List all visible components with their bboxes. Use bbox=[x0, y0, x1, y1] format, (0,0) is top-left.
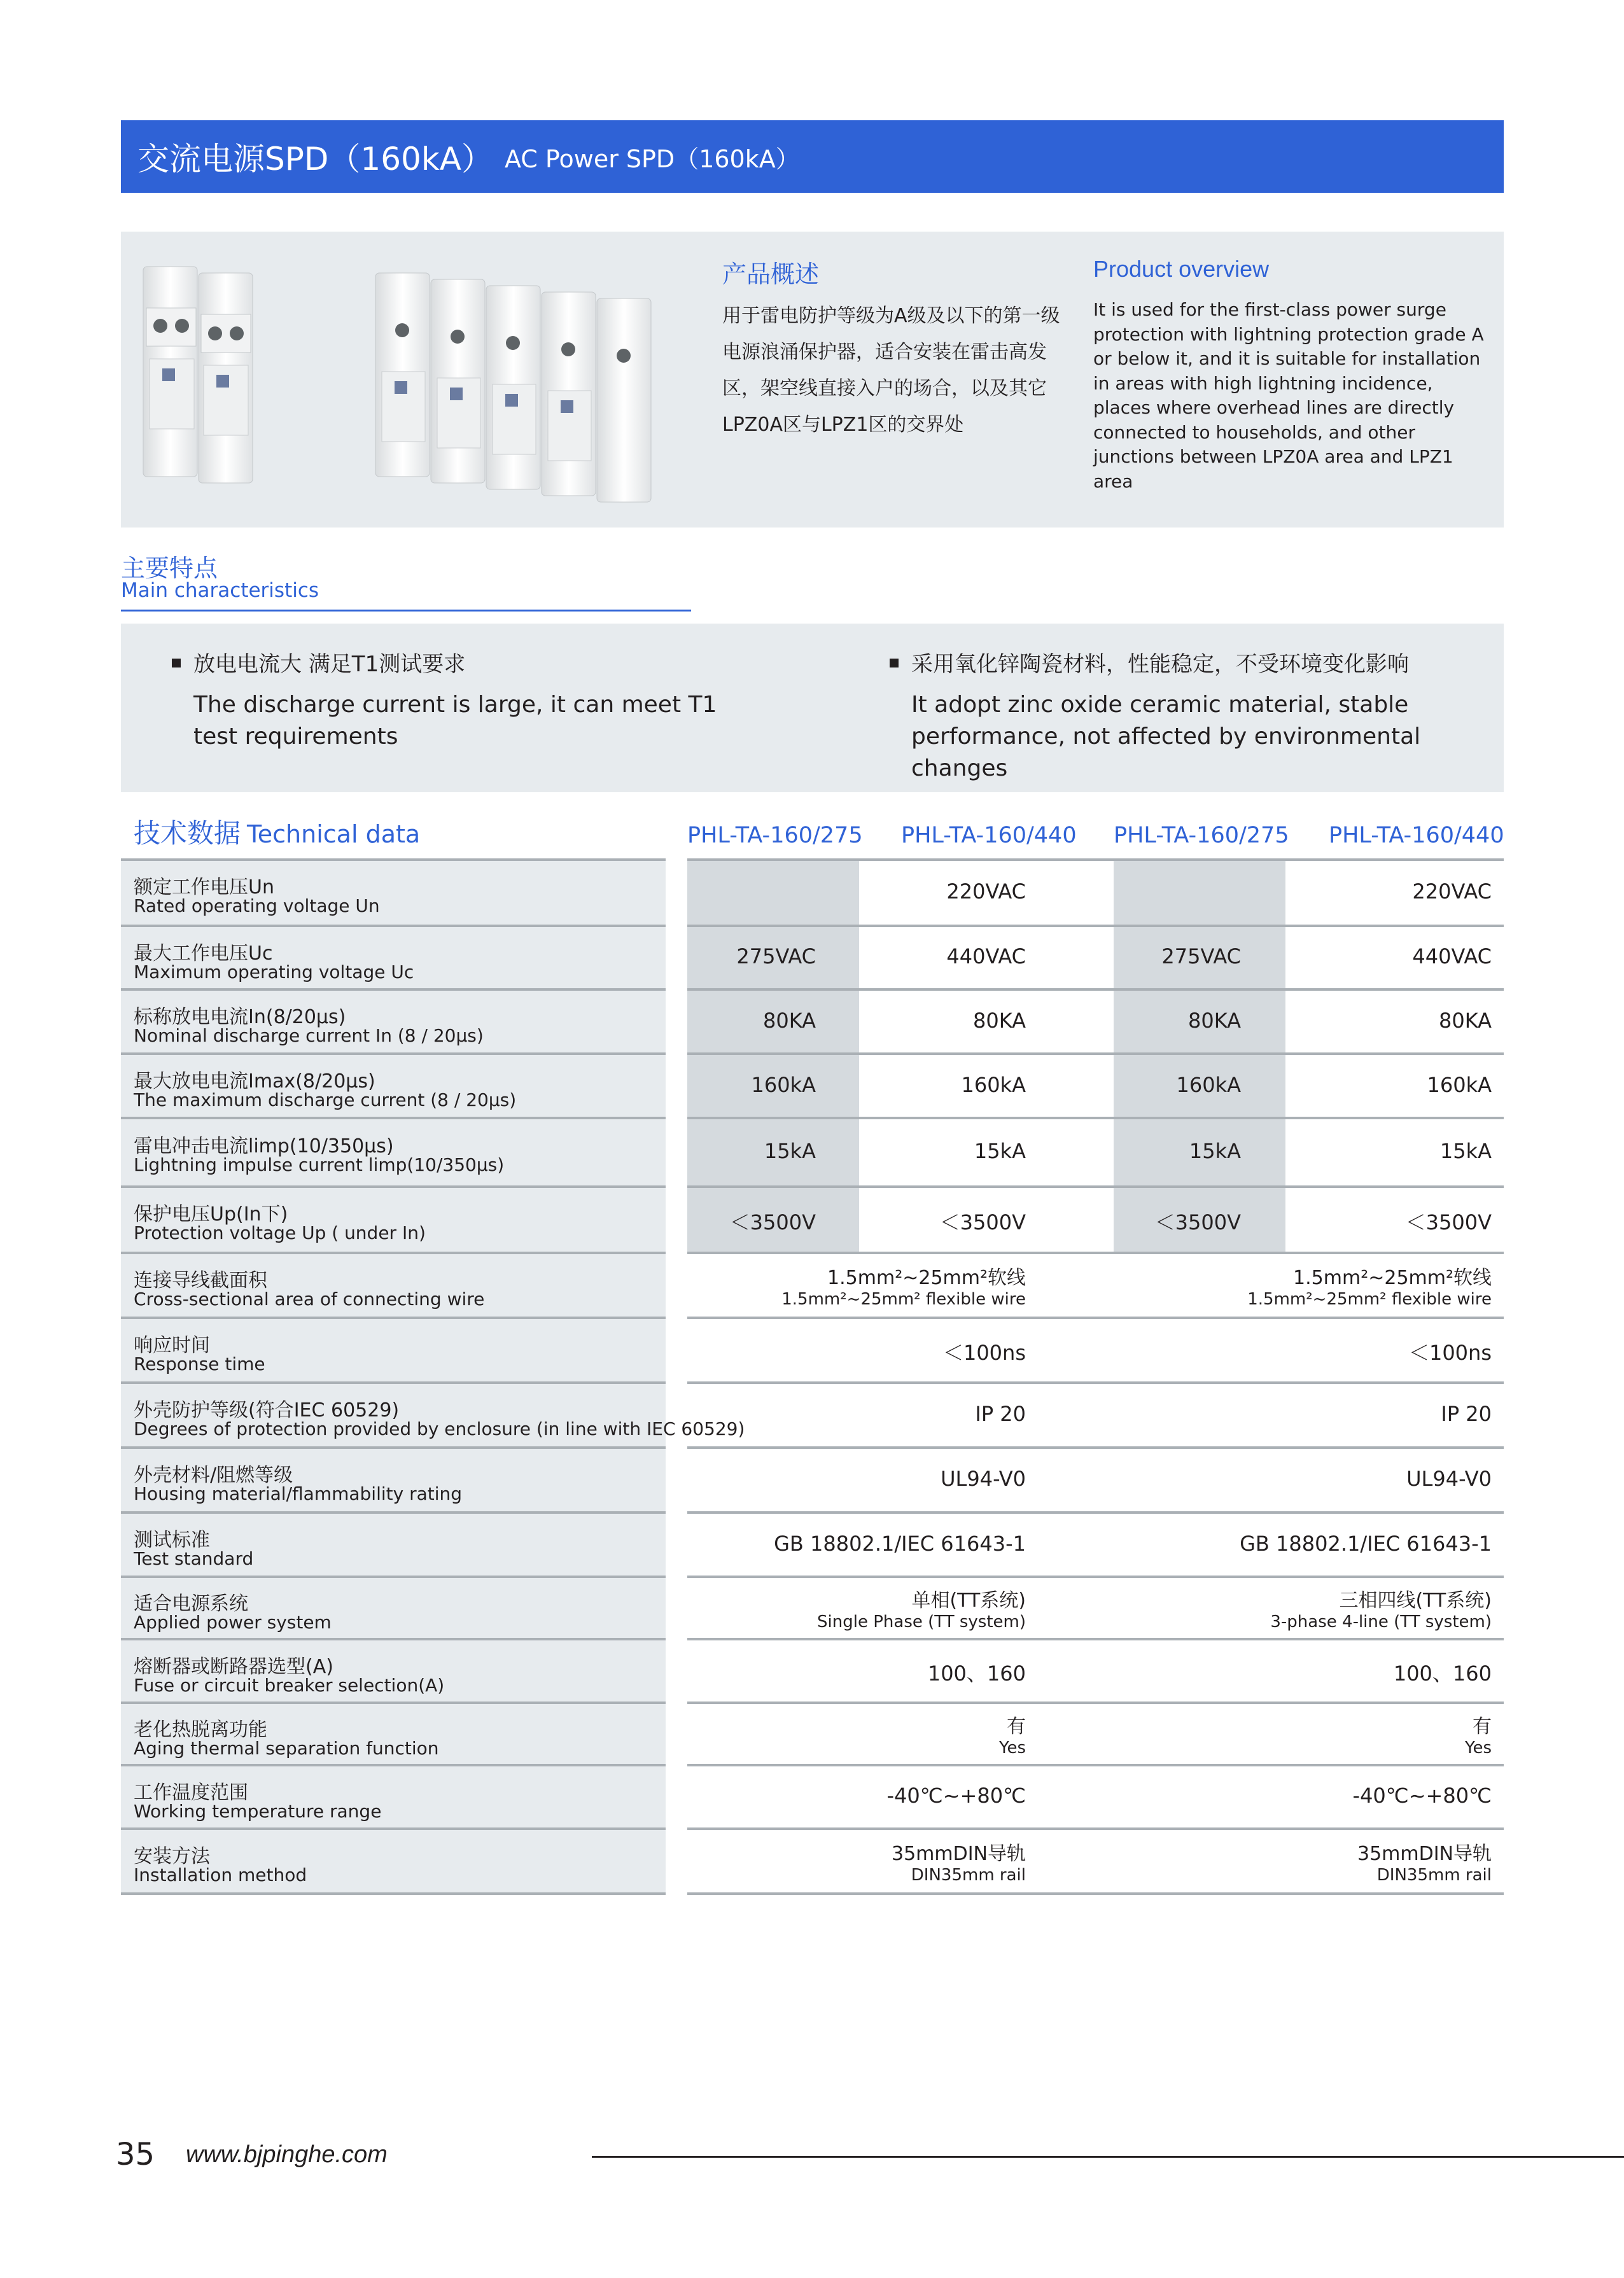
parameter-name-zh: 保护电压Up(In下) bbox=[134, 1203, 288, 1226]
value-cell bbox=[1357, 1838, 1492, 1885]
value-cell: ＜3500V bbox=[1405, 1210, 1492, 1234]
parameter-name-en: Lightning impulse current limp(10/350μs) bbox=[134, 1154, 505, 1175]
value-cell: GB 18802.1/IEC 61643-1 bbox=[774, 1531, 1026, 1556]
value-en: Single Phase (TT system) bbox=[817, 1612, 1026, 1632]
value-cell: 80KA bbox=[762, 1008, 816, 1033]
parameter-name-en: Fuse or circuit breaker selection(A) bbox=[134, 1674, 445, 1696]
table-row bbox=[0, 1254, 1624, 1318]
parameter-name-en: Response time bbox=[134, 1353, 265, 1374]
section-underline bbox=[121, 610, 691, 611]
value-en: Yes bbox=[999, 1738, 1026, 1757]
parameter-name-zh: 连接导线截面积 bbox=[134, 1269, 267, 1292]
feature-zh: 采用氧化锌陶瓷材料，性能稳定，不受环境变化影响 bbox=[911, 652, 1409, 677]
value-cell bbox=[781, 1262, 1026, 1309]
model-header: PHL-TA-160/275 bbox=[687, 823, 863, 848]
parameter-name-en: Installation method bbox=[134, 1864, 307, 1885]
footer-rule bbox=[592, 2156, 1624, 2158]
parameter-name-en: Maximum operating voltage Uc bbox=[134, 961, 414, 982]
parameter-name-en: Test standard bbox=[134, 1548, 254, 1569]
parameter-name-zh: 老化热脱离功能 bbox=[134, 1719, 267, 1742]
value-cell: ＜100ns bbox=[1408, 1341, 1492, 1365]
technical-title-en: Technical data bbox=[247, 820, 421, 848]
table-row bbox=[0, 1119, 1624, 1187]
website-url: www.bjpinghe.com bbox=[186, 2141, 388, 2168]
feature-item bbox=[890, 646, 1501, 785]
spd-two-pole-image bbox=[143, 267, 253, 483]
value-cell: 160kA bbox=[1427, 1072, 1492, 1097]
parameter-name-zh: 熔断器或断路器选型(A) bbox=[134, 1655, 333, 1678]
parameter-name-en: Nominal discharge current In (8 / 20μs) bbox=[134, 1024, 484, 1046]
value-cell: 440VAC bbox=[946, 944, 1026, 968]
table-row bbox=[0, 861, 1624, 926]
value-cell: IP 20 bbox=[1441, 1402, 1492, 1426]
value-en: DIN35mm rail bbox=[911, 1866, 1026, 1885]
title-en: AC Power SPD（160kA） bbox=[504, 144, 800, 173]
value-cell: 160kA bbox=[1176, 1072, 1241, 1097]
value-cell: 15kA bbox=[1189, 1139, 1241, 1163]
value-cell: UL94-V0 bbox=[941, 1467, 1026, 1491]
table-row bbox=[0, 1640, 1624, 1703]
table-top-rule bbox=[687, 858, 1504, 861]
value-cell: UL94-V0 bbox=[1406, 1467, 1492, 1491]
value-zh: 1.5mm²~25mm²软线 bbox=[827, 1267, 1026, 1289]
features-panel bbox=[121, 624, 1504, 792]
value-zh: 单相(TT系统) bbox=[911, 1590, 1026, 1612]
technical-data-title bbox=[134, 813, 420, 851]
value-zh: 35mmDIN导轨 bbox=[1357, 1843, 1492, 1865]
parameter-name-en: Working temperature range bbox=[134, 1800, 382, 1822]
parameter-name-en: Cross-sectional area of connecting wire bbox=[134, 1289, 485, 1310]
value-cell: 440VAC bbox=[1412, 944, 1492, 968]
value-cell: 220VAC bbox=[1412, 879, 1492, 904]
technical-title-zh: 技术数据 bbox=[134, 818, 241, 849]
row-divider bbox=[687, 1892, 1504, 1895]
value-zh: 1.5mm²~25mm²软线 bbox=[1293, 1267, 1492, 1289]
overview-title-en: Product overview bbox=[1093, 256, 1270, 282]
parameter-name-zh: 雷电冲击电流limp(10/350μs) bbox=[134, 1135, 394, 1157]
value-cell: 220VAC bbox=[946, 879, 1026, 904]
value-en: 1.5mm²~25mm² flexible wire bbox=[781, 1290, 1026, 1309]
value-zh: 三相四线(TT系统) bbox=[1339, 1590, 1492, 1612]
value-cell: IP 20 bbox=[975, 1402, 1026, 1426]
value-cell bbox=[817, 1584, 1026, 1632]
main-characteristics-title-zh: 主要特点 bbox=[121, 554, 218, 582]
value-cell: 15kA bbox=[974, 1139, 1026, 1163]
feature-item bbox=[172, 646, 745, 753]
main-characteristics-title-en: Main characteristics bbox=[121, 579, 319, 602]
parameter-name-zh: 安装方法 bbox=[134, 1845, 210, 1868]
table-row bbox=[0, 1188, 1624, 1253]
model-header: PHL-TA-160/275 bbox=[1114, 823, 1289, 848]
parameter-name-en: Applied power system bbox=[134, 1612, 332, 1633]
bullet-square-icon bbox=[890, 659, 899, 667]
value-cell: ＜3500V bbox=[1154, 1210, 1241, 1234]
parameter-name-zh: 外壳材料/阻燃等级 bbox=[134, 1464, 293, 1486]
feature-en: The discharge current is large, it can meet T1 test requirements bbox=[193, 692, 717, 750]
table-row bbox=[0, 1578, 1624, 1639]
parameter-name-en: Rated operating voltage Un bbox=[134, 895, 380, 917]
value-cell: 80KA bbox=[1187, 1008, 1241, 1033]
parameter-name-zh: 工作温度范围 bbox=[134, 1781, 248, 1804]
value-cell: 100、160 bbox=[927, 1661, 1026, 1686]
value-zh: 35mmDIN导轨 bbox=[891, 1843, 1026, 1865]
table-row bbox=[0, 991, 1624, 1054]
table-row bbox=[0, 1055, 1624, 1118]
value-cell: 160kA bbox=[751, 1072, 816, 1097]
spd-four-pole-image bbox=[375, 273, 651, 502]
table-row bbox=[0, 1449, 1624, 1513]
parameter-name-en: The maximum discharge current (8 / 20μs) bbox=[134, 1089, 517, 1110]
value-zh: 有 bbox=[1007, 1715, 1026, 1738]
table-row bbox=[0, 1384, 1624, 1448]
value-cell: 100、160 bbox=[1393, 1661, 1492, 1686]
value-cell: -40℃~+80℃ bbox=[1352, 1784, 1492, 1808]
parameter-name-en: Degrees of protection provided by enclosure (in line with IEC 60529) bbox=[134, 1418, 745, 1439]
value-cell: 275VAC bbox=[1161, 944, 1241, 968]
value-cell bbox=[999, 1710, 1026, 1757]
title-zh: 交流电源SPD（160kA） bbox=[137, 141, 493, 178]
parameter-name-zh: 响应时间 bbox=[134, 1334, 210, 1357]
page-number: 35 bbox=[116, 2137, 155, 2172]
table-row bbox=[0, 927, 1624, 989]
value-cell: 80KA bbox=[1438, 1008, 1492, 1033]
overview-body-en: It is used for the first-class power surge protection with lightning protection grade A or below it, and it is suitable for installation in areas with high lightning incidence, places where overhead lines are directly connected to households, and other junctions between LPZ0A area and LPZ1 area bbox=[1093, 299, 1484, 492]
overview-title-zh: 产品概述 bbox=[722, 260, 820, 288]
row-divider bbox=[121, 1892, 666, 1895]
value-en: Yes bbox=[1465, 1738, 1492, 1757]
value-cell: GB 18802.1/IEC 61643-1 bbox=[1240, 1531, 1492, 1556]
bullet-square-icon bbox=[172, 659, 181, 667]
value-en: 1.5mm²~25mm² flexible wire bbox=[1247, 1290, 1492, 1309]
table-row bbox=[0, 1514, 1624, 1577]
value-en: DIN35mm rail bbox=[1376, 1866, 1492, 1885]
table-row bbox=[0, 1704, 1624, 1765]
value-cell: ＜3500V bbox=[939, 1210, 1026, 1234]
parameter-name-en: Protection voltage Up ( under In) bbox=[134, 1222, 426, 1244]
value-cell bbox=[892, 1838, 1026, 1885]
value-zh: 有 bbox=[1473, 1715, 1492, 1738]
model-header: PHL-TA-160/440 bbox=[901, 823, 1077, 848]
parameter-name-zh: 最大放电电流Imax(8/20μs) bbox=[134, 1070, 375, 1093]
table-top-rule bbox=[121, 858, 666, 861]
product-photo bbox=[127, 244, 783, 515]
parameter-name-zh: 测试标准 bbox=[134, 1528, 210, 1551]
value-cell bbox=[1270, 1584, 1492, 1632]
overview-body-zh: 用于雷电防护等级为A级及以下的第一级电源浪涌保护器，适合安装在雷击高发区，架空线直接入户的场合，以及其它LPZ0A区与LPZ1区的交界处 bbox=[722, 305, 1060, 436]
value-en: 3-phase 4-line (TT system) bbox=[1270, 1612, 1492, 1632]
value-cell: 15kA bbox=[1439, 1139, 1492, 1163]
value-cell: 15kA bbox=[764, 1139, 816, 1163]
product-overview-panel bbox=[121, 232, 1504, 528]
parameter-name-zh: 额定工作电压Un bbox=[134, 876, 274, 899]
model-header: PHL-TA-160/440 bbox=[1329, 823, 1504, 848]
value-cell: -40℃~+80℃ bbox=[886, 1784, 1026, 1808]
table-row bbox=[0, 1766, 1624, 1829]
feature-zh: 放电电流大 满足T1测试要求 bbox=[193, 652, 466, 677]
parameter-name-zh: 适合电源系统 bbox=[134, 1593, 248, 1616]
value-cell: 160kA bbox=[961, 1072, 1026, 1097]
value-cell bbox=[1247, 1262, 1492, 1309]
feature-en: It adopt zinc oxide ceramic material, stable performance, not affected by environmental changes bbox=[911, 692, 1421, 781]
value-cell bbox=[1465, 1710, 1492, 1757]
table-row bbox=[0, 1830, 1624, 1894]
value-cell: ＜100ns bbox=[942, 1341, 1026, 1365]
parameter-name-en: Aging thermal separation function bbox=[134, 1738, 439, 1759]
table-row bbox=[0, 1319, 1624, 1383]
parameter-name-zh: 最大工作电压Uc bbox=[134, 942, 273, 965]
value-cell: 275VAC bbox=[736, 944, 816, 968]
parameter-name-zh: 外壳防护等级(符合IEC 60529) bbox=[134, 1399, 400, 1422]
parameter-name-en: Housing material/flammability rating bbox=[134, 1483, 463, 1504]
value-cell: 80KA bbox=[972, 1008, 1026, 1033]
section-title-bar bbox=[121, 120, 1504, 193]
parameter-name-zh: 标称放电电流In(8/20μs) bbox=[134, 1005, 346, 1028]
value-cell: ＜3500V bbox=[729, 1210, 816, 1234]
